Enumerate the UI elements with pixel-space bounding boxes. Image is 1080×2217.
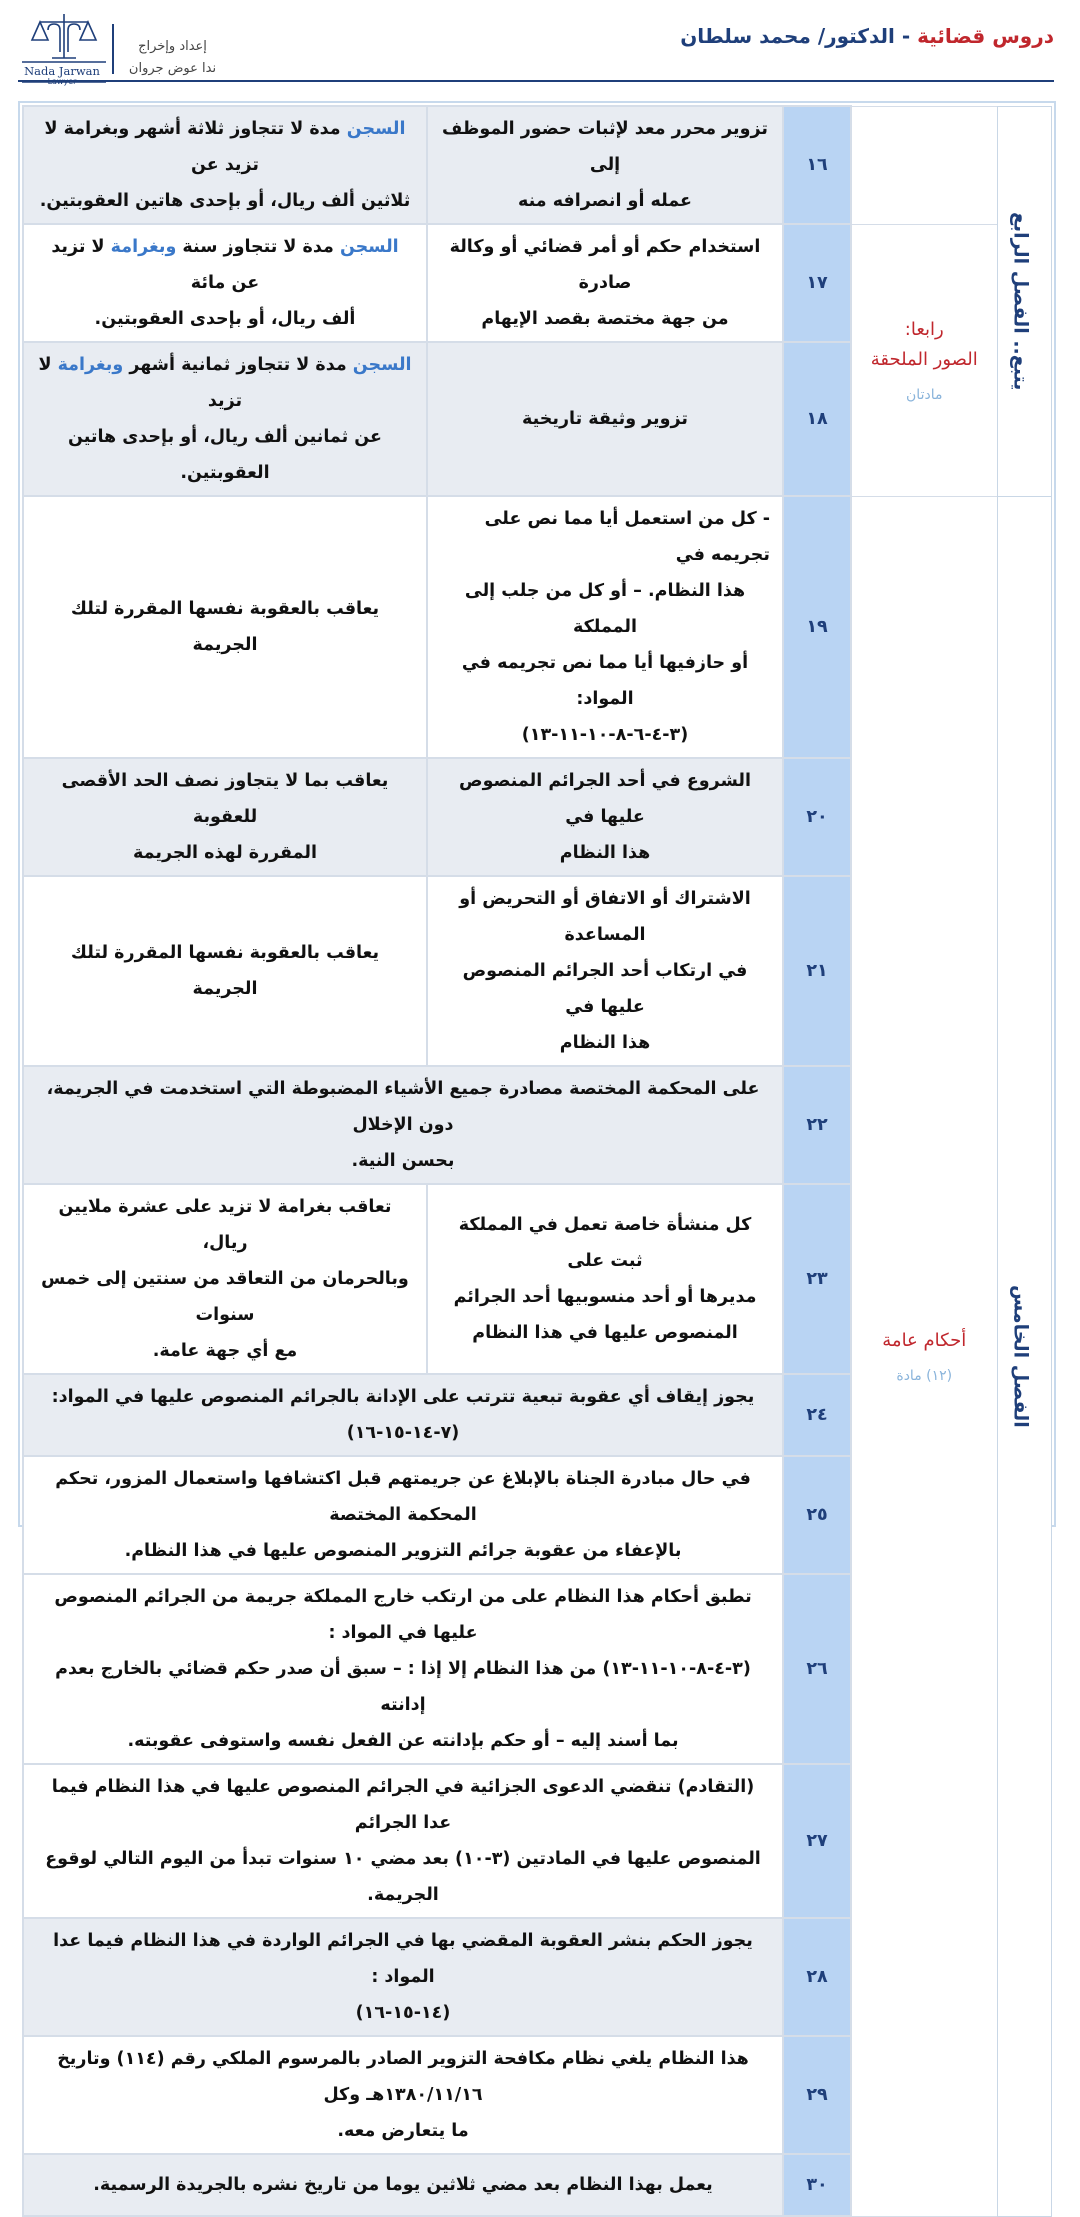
section-article-count: مادتان [906, 387, 943, 403]
chapter-cell [997, 106, 1051, 496]
credit-line-1: إعداد وإخراج [138, 39, 207, 54]
penalty-line: تعاقب بغرامة لا تزيد على عشرة ملايين ريال، [58, 1197, 392, 1253]
article-number: ٢٣ [783, 1184, 851, 1374]
penalty-line: وبالحرمان من التعاقد من سنتين إلى خمس سنوات [41, 1269, 409, 1325]
offense-cell: تزوير وثيقة تاريخية [427, 342, 783, 496]
offense-cell [427, 496, 783, 758]
article-line: بحسن النية. [351, 1151, 455, 1171]
chapter-five-label: الفصل الخامس [1009, 1284, 1032, 1428]
logo-name: Nada Jarwan [24, 64, 100, 78]
offense-line: تزوير محرر معد لإثبات حضور الموظف إلى [442, 119, 768, 175]
penalty-line: ثلاثين ألف ريال، أو بإحدى هاتين العقوبتين. [39, 191, 411, 211]
article-line: تطبق أحكام هذا النظام على من ارتكب خارج المملكة جريمة من الجرائم المنصوص عليها في المواد : [54, 1587, 752, 1643]
penalty-highlight: السجن [352, 355, 412, 375]
penalty-line: عن ثمانين ألف ريال، أو بإحدى هاتين العقوبتين. [67, 427, 382, 483]
page-header [0, 0, 1080, 95]
article-number: ٢٥ [783, 1456, 851, 1574]
offense-line: استخدام حكم أو أمر قضائي أو وكالة صادرة [449, 237, 761, 293]
chapter-four-label: يتبع.. الفصل الرابع [1009, 211, 1032, 391]
article-line: المنصوص عليها في المادتين (٣-١٠) بعد مضي ١٠ سنوات تبدأ من اليوم التالي لوقوع الجريمة. [45, 1849, 761, 1905]
article-text-cell [23, 2036, 783, 2154]
penalty-cell [23, 1184, 427, 1374]
penalty-text: لا تزيد [38, 355, 243, 411]
article-line: بالإعفاء من عقوبة جرائم التزوير المنصوص عليها في هذا النظام. [124, 1541, 682, 1561]
offense-line: المنصوص عليها في هذا النظام [472, 1323, 738, 1343]
table-row [23, 224, 1051, 342]
penalty-cell [23, 106, 427, 224]
article-number: ٢٠ [783, 758, 851, 876]
offense-cell [427, 1184, 783, 1374]
penalty-text: مدة لا تتجاوز ثمانية أشهر [123, 355, 353, 375]
offense-cell [427, 758, 783, 876]
offense-line: أو حازفيها أيا مما نص تجريمه في المواد: [461, 653, 749, 709]
penalty-cell [23, 342, 427, 496]
course-title-author: - الدكتور/ محمد سلطان [680, 24, 918, 48]
article-line: (٧-١٤-١٥-١٦) [346, 1423, 460, 1443]
article-line: على المحكمة المختصة مصادرة جميع الأشياء المضبوطة التي استخدمت في الجريمة، دون الإخلال [46, 1079, 760, 1135]
article-number: ٢٤ [783, 1374, 851, 1456]
penalty-cell: يعاقب بالعقوبة نفسها المقررة لتلك الجريمة [23, 876, 427, 1066]
penalty-text: لا تزيد عن مائة [51, 237, 260, 293]
offense-cell [427, 224, 783, 342]
offense-line: هذا النظام [559, 843, 651, 863]
article-line: ما يتعارض معه. [337, 2121, 469, 2141]
penalty-text: مدة لا تتجاوز سنة [176, 237, 340, 257]
chapter-cell [997, 496, 1051, 2216]
penalty-cell: يعاقب بالعقوبة نفسها المقررة لتلك الجريمة [23, 496, 427, 758]
logo-divider [112, 24, 114, 74]
table-row [23, 496, 1051, 758]
article-number: ١٦ [783, 106, 851, 224]
penalty-highlight: السجن [339, 237, 399, 257]
section-cell-empty [851, 106, 997, 224]
article-number: ٢٦ [783, 1574, 851, 1764]
offense-line: في ارتكاب أحد الجرائم المنصوص عليها في [462, 961, 748, 1017]
offense-line: الاشتراك أو الاتفاق أو التحريض أو المساعدة [459, 889, 751, 945]
article-text-cell [23, 1374, 783, 1456]
penalty-line [36, 229, 414, 301]
course-title-red: دروس قضائية [917, 24, 1054, 48]
section-cell [851, 496, 997, 2216]
offense-line: عمله أو انصرافه منه [518, 191, 692, 211]
article-line: (التقادم) تنقضي الدعوى الجزائية في الجرائم المنصوص عليها في هذا النظام فيما عدا الجرائم [51, 1777, 755, 1833]
article-number: ١٧ [783, 224, 851, 342]
article-line: يجوز الحكم بنشر العقوبة المقضي بها في الجرائم الواردة في هذا النظام فيما عدا المواد : [53, 1931, 753, 1987]
table-row [23, 106, 1051, 224]
article-text-cell [23, 1456, 783, 1574]
penalty-line: يعاقب بما لا يتجاوز نصف الحد الأقصى للعقوبة [61, 771, 389, 827]
penalty-line: المقررة لهذه الجريمة [133, 843, 317, 863]
section-title-line: رابعا: [904, 319, 944, 340]
course-title [680, 24, 1054, 48]
penalty-line: ألف ريال، أو بإحدى العقوبتين. [94, 309, 356, 329]
article-line: في حال مبادرة الجناة بالإبلاغ عن جريمتهم قبل اكتشافها واستعمال المزور، تحكم المحكمة المختصة [55, 1469, 751, 1525]
penalty-highlight: السجن [346, 119, 406, 139]
section-cell [851, 224, 997, 496]
section-title: أحكام عامة [882, 1330, 967, 1351]
article-line: (٣-٤-٨-١٠-١١-١٣) من هذا النظام إلا إذا : – سبق أن صدر حكم قضائي بالخارج بعدم إدانته [55, 1659, 751, 1715]
article-line: هذا النظام يلغي نظام مكافحة التزوير الصادر بالمرسوم الملكي رقم (١١٤) وتاريخ ١٣٨٠/١١/١٦هـ وكل [57, 2049, 749, 2105]
offense-line: الشروع في أحد الجرائم المنصوص عليها في [459, 771, 751, 827]
article-text-cell [23, 1764, 783, 1918]
article-number: ٢٢ [783, 1066, 851, 1184]
section-title-line: الصور الملحقة [870, 349, 978, 370]
header-rule [18, 80, 1054, 82]
penalty-text: مدة لا تتجاوز ثلاثة أشهر وبغرامة لا تزيد عن [44, 119, 347, 175]
article-line: بما أسند إليه – أو حكم بإدانته عن الفعل نفسه واستوفى عقوبته. [127, 1731, 679, 1751]
penalty-cell [23, 224, 427, 342]
offense-line: (٣-٤-٦-٨-١٠-١١-١٣) [521, 725, 689, 745]
credit-block [120, 36, 225, 80]
penalty-cell [23, 758, 427, 876]
section-article-count: (١٢) مادة [896, 1368, 953, 1384]
article-line: يجوز إيقاف أي عقوبة تبعية تترتب على الإدانة بالجرائم المنصوص عليها في المواد: [51, 1387, 755, 1407]
offense-line: مديرها أو أحد منسوبيها أحد الجرائم [453, 1287, 757, 1307]
penalty-line [36, 111, 414, 183]
penalty-line: مع أي جهة عامة. [152, 1341, 298, 1361]
penalty-highlight: وبغرامة [110, 237, 177, 257]
article-number: ٢٨ [783, 1918, 851, 2036]
offense-cell [427, 876, 783, 1066]
penalty-line [36, 347, 414, 419]
offense-line: - كل من استعمل أيا مما نص على تجريمه في [484, 509, 770, 565]
article-text-cell [23, 1574, 783, 1764]
credit-line-2: ندا عوض جروان [128, 61, 217, 76]
offense-line: هذا النظام. – أو كل من جلب إلى المملكة [464, 581, 746, 637]
article-number: ١٩ [783, 496, 851, 758]
article-line: (١٤-١٥-١٦) [355, 2003, 451, 2023]
articles-table [22, 105, 1052, 2217]
article-number: ١٨ [783, 342, 851, 496]
article-text-cell: يعمل بهذا النظام بعد مضي ثلاثين يوما من تاريخ نشره بالجريدة الرسمية. [23, 2154, 783, 2216]
article-number: ٢٩ [783, 2036, 851, 2154]
offense-line: من جهة مختصة بقصد الإيهام [481, 309, 729, 329]
article-text-cell [23, 1918, 783, 2036]
article-number: ٢١ [783, 876, 851, 1066]
article-number: ٣٠ [783, 2154, 851, 2216]
offense-line: كل منشأة خاصة تعمل في المملكة ثبت على [458, 1215, 752, 1271]
article-text-cell [23, 1066, 783, 1184]
offense-line: هذا النظام [559, 1033, 651, 1053]
article-number: ٢٧ [783, 1764, 851, 1918]
offense-cell [427, 106, 783, 224]
penalty-highlight: وبغرامة [57, 355, 124, 375]
